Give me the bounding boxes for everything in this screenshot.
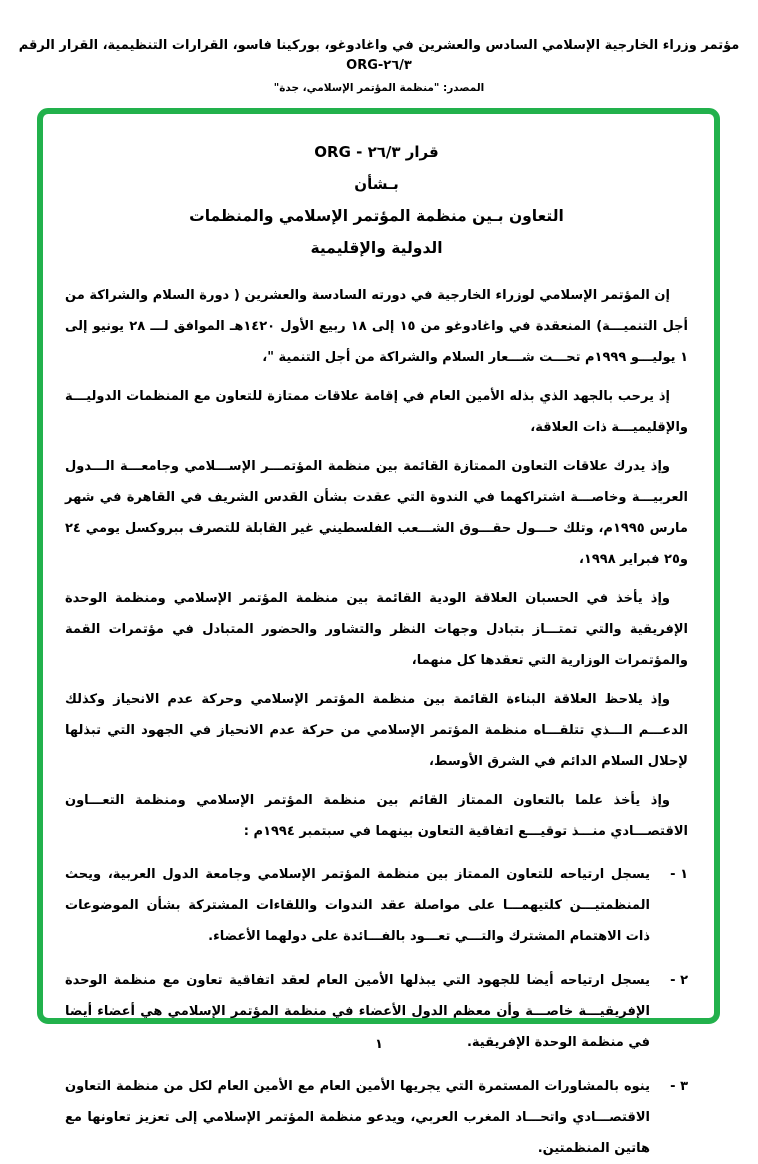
preamble-paragraph-5: وإذ يلاحظ العلاقة البناءة القائمة بين منظمة المؤتمر الإسلامي وحركة عدم الانحياز وكذلك الدعـــم الـــذي تتلقـــاه منظمة المؤتمر الإسلامي من حركة عدم الانحياز في الجهود التي تبذلها لإحلال السلام الدائم في الشرق الأوسط،: [65, 692, 688, 769]
operative-clauses: [65, 859, 688, 1164]
document-header: [0, 36, 758, 94]
resolution-border-box: [37, 108, 720, 1156]
resolution-number-title: قرار ٢٦/٣ - ORG: [314, 143, 439, 161]
page-number: ١: [375, 1037, 383, 1052]
preamble-paragraph-2: إذ يرحب بالجهد الذي بذله الأمين العام في إقامة علاقات ممتازة للتعاون مع المنظمات الدوليـــة والإقليميـــة ذات العلاقة،: [65, 389, 688, 435]
resolution-content: [43, 114, 714, 1164]
resolution-regarding-label: بـشأن: [354, 175, 399, 193]
preamble-paragraph-3: وإذ يدرك علاقات التعاون الممتازة القائمة بين منظمة المؤتمـــر الإســـلامي وجامعـــة الـــدول العربيـــة وخاصـــة اشتراكهما في الندوة التي عقدت بشأن القدس الشريف في القاهرة في شهر مارس ١٩٩٥م، وتلك حـــول حقـــوق الشـــعب الفلسطيني غير القابلة للتصرف ببروكسل يومي ٢٤ و٢٥ فبراير ١٩٩٨،: [65, 459, 688, 567]
preamble-paragraph-4: وإذ يأخذ في الحسبان العلاقة الودية القائمة بين منظمة المؤتمر الإسلامي ومنظمة الوحدة الإفريقية والتي تمتـــاز بتبادل وجهات النظر والتشاور والحضور المتبادل في مؤتمرات القمة والمؤتمرات الوزارية التي تعقدها كل منهما،: [65, 591, 688, 668]
resolution-subject-line1: التعاون بـين منظمة المؤتمر الإسلامي والمنظمات: [189, 207, 564, 225]
header-title-line: مؤتمر وزراء الخارجية الإسلامي السادس والعشرين في واغادوغو، بوركينا فاسو، القرارات التنظيمية، القرار الرقم ٢٦/٣-ORG: [18, 38, 740, 73]
header-source-line: المصدر: "منظمة المؤتمر الإسلامي، جدة": [273, 82, 485, 94]
preamble-paragraph-6: وإذ يأخذ علما بالتعاون الممتاز القائم بين منظمة المؤتمر الإسلامي ومنظمة التعـــاون الاقتصـــادي منـــذ توقيـــع اتفاقية التعاون بينهما في سبتمبر ١٩٩٤م :: [65, 793, 688, 839]
item-number-2: ٢ -: [670, 973, 688, 988]
list-item-3: [65, 1071, 688, 1164]
item-text-3: ينوه بالمشاورات المستمرة التي يجريها الأمين العام مع الأمين العام لكل من منظمة التعاون الاقتصـــادي واتحـــاد المغرب العربي، ويدعو منظمة المؤتمر الإسلامي إلى تعزيز تعاونها مع هاتين المنظمتين.: [65, 1079, 650, 1156]
item-number-3: ٣ -: [670, 1079, 688, 1094]
resolution-title-block: [65, 136, 688, 264]
item-text-2: يسجل ارتياحه أيضا للجهود التي يبذلها الأمين العام لعقد اتفاقية تعاون مع منظمة الوحدة الإفريقيـــة خاصـــة وأن معظم الدول الأعضاء في منظمة المؤتمر الإسلامي هي أعضاء أيضا في منظمة الوحدة الإفريقية.: [65, 973, 650, 1050]
item-number-1: ١ -: [670, 867, 688, 882]
resolution-subject-line2: الدولية والإقليمية: [310, 239, 443, 257]
item-text-1: يسجل ارتياحه للتعاون الممتاز بين منظمة المؤتمر الإسلامي وجامعة الدول العربية، ويحث المنظمتيـــن كلتيهمـــا على مواصلة عقد الندوات واللقاءات المشتركة بشأن الموضوعات ذات الاهتمام المشترك والتـــي تعـــود بالفـــائدة على دولهما الأعضاء.: [65, 867, 650, 944]
list-item-1: [65, 859, 688, 952]
preamble-paragraph-1: إن المؤتمر الإسلامي لوزراء الخارجية في دورته السادسة والعشرين ( دورة السلام والشراكة من أجل التنميـــة) المنعقدة في واغادوغو من ١٥ إلى ١٨ ربيع الأول ١٤٢٠هـ الموافق لـــ ٢٨ يونيو إلى ١ يوليـــو ١٩٩٩م تحـــت شـــعار السلام والشراكة من أجل التنمية "،: [65, 288, 688, 365]
